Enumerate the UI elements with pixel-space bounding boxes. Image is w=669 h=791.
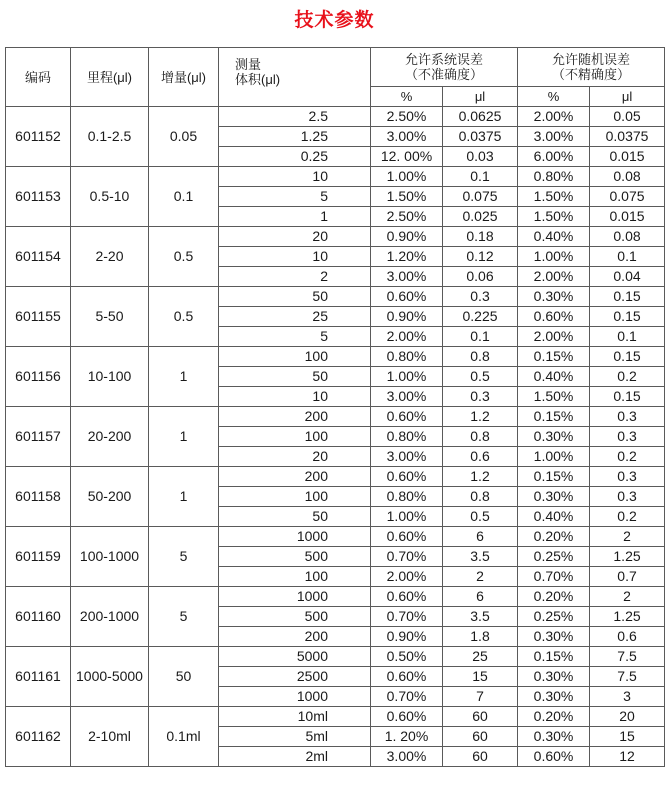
spec-body: [6, 107, 665, 767]
volume-cell: 5000: [219, 647, 371, 667]
code-cell: 601160: [6, 587, 71, 647]
range-cell: 2-20: [71, 227, 149, 287]
volume-cell: 5: [219, 187, 371, 207]
rnd-ul-cell: 0.015: [590, 147, 665, 167]
sys-ul-cell: 0.1: [443, 167, 518, 187]
sys-ul-cell: 3.5: [443, 607, 518, 627]
increment-cell: 50: [149, 647, 219, 707]
code-cell: 601152: [6, 107, 71, 167]
header-random: 允许随机误差 （不精确度）: [518, 48, 665, 87]
sys-ul-cell: 0.3: [443, 287, 518, 307]
volume-cell: 20: [219, 447, 371, 467]
volume-cell: 1000: [219, 587, 371, 607]
rnd-pct-cell: 0.40%: [518, 507, 590, 527]
volume-cell: 100: [219, 567, 371, 587]
rnd-pct-cell: 0.15%: [518, 407, 590, 427]
rnd-pct-cell: 0.60%: [518, 307, 590, 327]
code-cell: 601153: [6, 167, 71, 227]
rnd-ul-cell: 0.3: [590, 487, 665, 507]
rnd-ul-cell: 0.15: [590, 287, 665, 307]
rnd-pct-cell: 2.00%: [518, 267, 590, 287]
rnd-ul-cell: 3: [590, 687, 665, 707]
volume-cell: 10ml: [219, 707, 371, 727]
volume-cell: 200: [219, 407, 371, 427]
sys-pct-cell: 0.60%: [371, 587, 443, 607]
range-cell: 0.1-2.5: [71, 107, 149, 167]
volume-cell: 50: [219, 507, 371, 527]
sys-ul-cell: 0.0625: [443, 107, 518, 127]
volume-cell: 200: [219, 627, 371, 647]
range-cell: 20-200: [71, 407, 149, 467]
volume-cell: 20: [219, 227, 371, 247]
rnd-pct-cell: 0.40%: [518, 227, 590, 247]
volume-cell: 0.25: [219, 147, 371, 167]
volume-cell: 1000: [219, 687, 371, 707]
sys-pct-cell: 3.00%: [371, 387, 443, 407]
rnd-pct-cell: 2.00%: [518, 107, 590, 127]
sys-pct-cell: 1. 20%: [371, 727, 443, 747]
sys-ul-cell: 0.3: [443, 387, 518, 407]
rnd-pct-cell: 2.00%: [518, 327, 590, 347]
code-cell: 601156: [6, 347, 71, 407]
rnd-pct-cell: 1.50%: [518, 207, 590, 227]
volume-cell: 500: [219, 547, 371, 567]
range-cell: 2-10ml: [71, 707, 149, 767]
table-row: [6, 227, 665, 247]
rnd-pct-cell: 0.30%: [518, 427, 590, 447]
sys-pct-cell: 3.00%: [371, 127, 443, 147]
volume-cell: 5ml: [219, 727, 371, 747]
sys-pct-cell: 0.90%: [371, 227, 443, 247]
sys-pct-cell: 1.20%: [371, 247, 443, 267]
rnd-ul-cell: 0.1: [590, 327, 665, 347]
increment-cell: 5: [149, 527, 219, 587]
sys-pct-cell: 0.60%: [371, 287, 443, 307]
sys-pct-cell: 1.00%: [371, 507, 443, 527]
sys-ul-cell: 6: [443, 527, 518, 547]
sys-ul-cell: 6: [443, 587, 518, 607]
spec-table: [5, 47, 665, 767]
rnd-ul-cell: 2: [590, 587, 665, 607]
sys-ul-cell: 0.18: [443, 227, 518, 247]
rnd-ul-cell: 0.08: [590, 227, 665, 247]
rnd-ul-cell: 0.7: [590, 567, 665, 587]
rnd-ul-cell: 20: [590, 707, 665, 727]
rnd-ul-cell: 12: [590, 747, 665, 767]
range-cell: 0.5-10: [71, 167, 149, 227]
rnd-ul-cell: 7.5: [590, 667, 665, 687]
rnd-pct-cell: 1.00%: [518, 247, 590, 267]
volume-cell: 10: [219, 247, 371, 267]
range-cell: 200-1000: [71, 587, 149, 647]
sys-ul-cell: 0.8: [443, 427, 518, 447]
rnd-pct-cell: 0.80%: [518, 167, 590, 187]
sys-ul-cell: 0.1: [443, 327, 518, 347]
table-row: [6, 647, 665, 667]
sys-pct-cell: 0.60%: [371, 667, 443, 687]
header-code: 编码: [6, 48, 71, 107]
volume-cell: 2: [219, 267, 371, 287]
increment-cell: 1: [149, 467, 219, 527]
sys-ul-cell: 0.06: [443, 267, 518, 287]
rnd-pct-cell: 0.20%: [518, 587, 590, 607]
sys-ul-cell: 7: [443, 687, 518, 707]
header-volume: [219, 48, 371, 107]
increment-cell: 5: [149, 587, 219, 647]
rnd-pct-cell: 0.30%: [518, 627, 590, 647]
sys-pct-cell: 0.60%: [371, 707, 443, 727]
volume-cell: 1.25: [219, 127, 371, 147]
code-cell: 601158: [6, 467, 71, 527]
volume-cell: 2.5: [219, 107, 371, 127]
rnd-ul-cell: 0.15: [590, 307, 665, 327]
rnd-ul-cell: 0.075: [590, 187, 665, 207]
rnd-ul-cell: 0.3: [590, 467, 665, 487]
sys-pct-cell: 0.60%: [371, 527, 443, 547]
header-sys-pct: %: [371, 87, 443, 107]
range-cell: 50-200: [71, 467, 149, 527]
sys-pct-cell: 2.00%: [371, 567, 443, 587]
increment-cell: 0.5: [149, 287, 219, 347]
rnd-ul-cell: 0.15: [590, 347, 665, 367]
sys-ul-cell: 0.025: [443, 207, 518, 227]
sys-ul-cell: 0.8: [443, 487, 518, 507]
volume-cell: 100: [219, 347, 371, 367]
rnd-ul-cell: 2: [590, 527, 665, 547]
rnd-ul-cell: 15: [590, 727, 665, 747]
increment-cell: 1: [149, 347, 219, 407]
sys-ul-cell: 1.2: [443, 407, 518, 427]
rnd-pct-cell: 0.15%: [518, 347, 590, 367]
rnd-ul-cell: 7.5: [590, 647, 665, 667]
header-volume-label: 测量 体积(μl): [235, 57, 281, 87]
volume-cell: 2500: [219, 667, 371, 687]
volume-cell: 10: [219, 167, 371, 187]
sys-pct-cell: 2.50%: [371, 107, 443, 127]
sys-pct-cell: 2.00%: [371, 327, 443, 347]
rnd-pct-cell: 0.30%: [518, 667, 590, 687]
increment-cell: 1: [149, 407, 219, 467]
sys-ul-cell: 0.6: [443, 447, 518, 467]
rnd-pct-cell: 0.70%: [518, 567, 590, 587]
rnd-ul-cell: 1.25: [590, 547, 665, 567]
volume-cell: 100: [219, 427, 371, 447]
table-row: [6, 527, 665, 547]
sys-ul-cell: 0.12: [443, 247, 518, 267]
table-row: [6, 107, 665, 127]
rnd-pct-cell: 0.30%: [518, 287, 590, 307]
sys-ul-cell: 0.03: [443, 147, 518, 167]
sys-pct-cell: 12. 00%: [371, 147, 443, 167]
rnd-pct-cell: 0.40%: [518, 367, 590, 387]
rnd-ul-cell: 0.2: [590, 507, 665, 527]
rnd-pct-cell: 3.00%: [518, 127, 590, 147]
header-systematic: 允许系统误差 （不准确度）: [371, 48, 518, 87]
header-rnd-ul: μl: [590, 87, 665, 107]
range-cell: 10-100: [71, 347, 149, 407]
sys-pct-cell: 0.90%: [371, 307, 443, 327]
sys-ul-cell: 0.0375: [443, 127, 518, 147]
sys-pct-cell: 2.50%: [371, 207, 443, 227]
rnd-ul-cell: 0.15: [590, 387, 665, 407]
sys-ul-cell: 0.075: [443, 187, 518, 207]
range-cell: 100-1000: [71, 527, 149, 587]
sys-pct-cell: 3.00%: [371, 447, 443, 467]
sys-pct-cell: 0.70%: [371, 607, 443, 627]
rnd-ul-cell: 0.1: [590, 247, 665, 267]
rnd-ul-cell: 0.3: [590, 427, 665, 447]
rnd-pct-cell: 0.60%: [518, 747, 590, 767]
code-cell: 601154: [6, 227, 71, 287]
rnd-ul-cell: 0.0375: [590, 127, 665, 147]
rnd-ul-cell: 0.015: [590, 207, 665, 227]
rnd-pct-cell: 0.15%: [518, 467, 590, 487]
volume-cell: 1: [219, 207, 371, 227]
code-cell: 601155: [6, 287, 71, 347]
rnd-pct-cell: 0.25%: [518, 607, 590, 627]
code-cell: 601161: [6, 647, 71, 707]
volume-cell: 5: [219, 327, 371, 347]
rnd-pct-cell: 1.50%: [518, 187, 590, 207]
header-increment: 增量(μl): [149, 48, 219, 107]
volume-cell: 50: [219, 367, 371, 387]
sys-ul-cell: 0.8: [443, 347, 518, 367]
sys-ul-cell: 0.225: [443, 307, 518, 327]
rnd-pct-cell: 0.15%: [518, 647, 590, 667]
sys-ul-cell: 0.5: [443, 367, 518, 387]
sys-ul-cell: 3.5: [443, 547, 518, 567]
sys-ul-cell: 25: [443, 647, 518, 667]
table-row: [6, 587, 665, 607]
sys-pct-cell: 1.00%: [371, 167, 443, 187]
volume-cell: 50: [219, 287, 371, 307]
increment-cell: 0.5: [149, 227, 219, 287]
sys-pct-cell: 1.50%: [371, 187, 443, 207]
rnd-pct-cell: 0.20%: [518, 527, 590, 547]
rnd-ul-cell: 0.05: [590, 107, 665, 127]
volume-cell: 1000: [219, 527, 371, 547]
sys-ul-cell: 0.5: [443, 507, 518, 527]
rnd-pct-cell: 0.30%: [518, 487, 590, 507]
rnd-ul-cell: 0.6: [590, 627, 665, 647]
rnd-pct-cell: 0.30%: [518, 727, 590, 747]
sys-pct-cell: 0.50%: [371, 647, 443, 667]
code-cell: 601162: [6, 707, 71, 767]
sys-pct-cell: 0.60%: [371, 467, 443, 487]
volume-cell: 200: [219, 467, 371, 487]
sys-ul-cell: 15: [443, 667, 518, 687]
rnd-pct-cell: 1.00%: [518, 447, 590, 467]
rnd-pct-cell: 6.00%: [518, 147, 590, 167]
rnd-pct-cell: 1.50%: [518, 387, 590, 407]
sys-pct-cell: 0.70%: [371, 687, 443, 707]
table-row: [6, 287, 665, 307]
volume-cell: 100: [219, 487, 371, 507]
volume-cell: 500: [219, 607, 371, 627]
table-row: [6, 167, 665, 187]
volume-cell: 10: [219, 387, 371, 407]
header-sys-ul: μl: [443, 87, 518, 107]
sys-pct-cell: 0.80%: [371, 427, 443, 447]
rnd-pct-cell: 0.20%: [518, 707, 590, 727]
sys-pct-cell: 0.70%: [371, 547, 443, 567]
rnd-pct-cell: 0.25%: [518, 547, 590, 567]
rnd-ul-cell: 1.25: [590, 607, 665, 627]
table-row: [6, 347, 665, 367]
sys-ul-cell: 1.8: [443, 627, 518, 647]
page-title: 技术参数: [294, 9, 375, 31]
sys-ul-cell: 60: [443, 747, 518, 767]
header-rnd-pct: %: [518, 87, 590, 107]
rnd-ul-cell: 0.2: [590, 447, 665, 467]
sys-pct-cell: 1.00%: [371, 367, 443, 387]
range-cell: 5-50: [71, 287, 149, 347]
code-cell: 601157: [6, 407, 71, 467]
increment-cell: 0.1: [149, 167, 219, 227]
rnd-pct-cell: 0.30%: [518, 687, 590, 707]
sys-ul-cell: 2: [443, 567, 518, 587]
sys-pct-cell: 3.00%: [371, 747, 443, 767]
increment-cell: 0.05: [149, 107, 219, 167]
sys-ul-cell: 1.2: [443, 467, 518, 487]
volume-cell: 25: [219, 307, 371, 327]
sys-ul-cell: 60: [443, 727, 518, 747]
code-cell: 601159: [6, 527, 71, 587]
sys-pct-cell: 0.90%: [371, 627, 443, 647]
table-row: [6, 467, 665, 487]
increment-cell: 0.1ml: [149, 707, 219, 767]
sys-ul-cell: 60: [443, 707, 518, 727]
rnd-ul-cell: 0.3: [590, 407, 665, 427]
rnd-ul-cell: 0.04: [590, 267, 665, 287]
rnd-ul-cell: 0.2: [590, 367, 665, 387]
range-cell: 1000-5000: [71, 647, 149, 707]
sys-pct-cell: 0.60%: [371, 407, 443, 427]
header-row: [6, 48, 665, 87]
volume-cell: 2ml: [219, 747, 371, 767]
table-row: [6, 407, 665, 427]
sys-pct-cell: 0.80%: [371, 347, 443, 367]
sys-pct-cell: 0.80%: [371, 487, 443, 507]
sys-pct-cell: 3.00%: [371, 267, 443, 287]
table-row: [6, 707, 665, 727]
header-range: 里程(μl): [71, 48, 149, 107]
rnd-ul-cell: 0.08: [590, 167, 665, 187]
